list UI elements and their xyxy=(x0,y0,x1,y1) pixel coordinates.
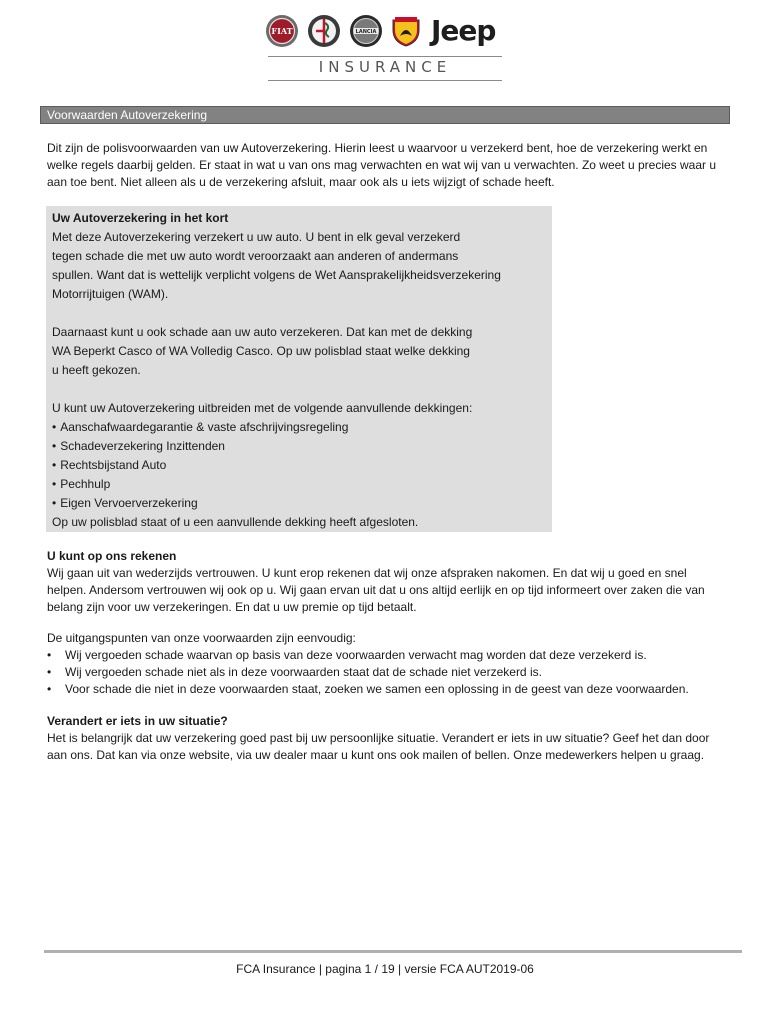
summary-line: Daarnaast kunt u ook schade aan uw auto verzekeren. Dat kan met de dekking xyxy=(52,325,473,339)
summary-closing: Op uw polisblad staat of u een aanvullende dekking heeft afgesloten. xyxy=(52,515,419,529)
intro-paragraph xyxy=(47,140,727,191)
summary-line: Motorrijtuigen (WAM). xyxy=(52,287,169,301)
summary-line: u heeft gekozen. xyxy=(52,363,141,377)
intro-text: Dit zijn de polisvoorwaarden van uw Autoverzekering. Hierin leest u waarvoor u verzekerd bent, hoe de verzekering werkt en welke regels daarbij gelden. Er staat in wat u van ons mag verwachten en wat wij van u verwachten. Zo weet u precies waar u aan toe bent. Niet alleen als u de verzekering afsluit, maar ook als u iets wijzigt of schade heeft. xyxy=(47,141,717,189)
list-item: • Pechhulp xyxy=(52,475,552,494)
list-item: • Voor schade die niet in deze voorwaarden staat, zoeken we samen een oplossing in de geest van deze voorwaarden. xyxy=(47,681,727,698)
list-item: • Rechtsbijstand Auto xyxy=(52,456,552,475)
rekenen-heading: U kunt op ons rekenen xyxy=(47,549,177,563)
header-rule-top xyxy=(268,56,502,57)
situatie-section xyxy=(47,713,727,764)
situatie-body: Het is belangrijk dat uw verzekering goed past bij uw persoonlijke situatie. Verandert er iets in uw situatie? Geef het dan door aan ons. Dat kan via onze website, via uw dealer maar u kunt ons ook mailen of bellen. Onze medewerkers helpen u graag. xyxy=(47,731,710,762)
summary-box xyxy=(46,206,552,532)
jeep-logo: Jeep xyxy=(431,14,496,47)
section-title-bar: Voorwaarden Autoverzekering xyxy=(40,106,730,124)
svg-text:FIAT: FIAT xyxy=(271,26,293,36)
list-item: • Schadeverzekering Inzittenden xyxy=(52,437,552,456)
summary-heading: Uw Autoverzekering in het kort xyxy=(52,211,229,225)
uitgangspunten-section xyxy=(47,630,727,698)
uitgangspunten-list xyxy=(47,647,727,698)
fiat-logo xyxy=(265,14,299,48)
summary-line: tegen schade die met uw auto wordt veroorzaakt aan anderen of andermans xyxy=(52,249,459,263)
page-footer: FCA Insurance | pagina 1 / 19 | versie FCA AUT2019-06 xyxy=(236,962,534,976)
list-item: • Wij vergoeden schade niet als in deze voorwaarden staat dat de schade niet verzekerd is. xyxy=(47,664,727,681)
summary-line: Met deze Autoverzekering verzekert u uw auto. U bent in elk geval verzekerd xyxy=(52,230,461,244)
svg-text:LANCIA: LANCIA xyxy=(355,29,377,35)
alfa-romeo-logo xyxy=(307,14,341,48)
situatie-heading: Verandert er iets in uw situatie? xyxy=(47,714,228,728)
rekenen-section xyxy=(47,548,727,616)
list-item: • Wij vergoeden schade waarvan op basis van deze voorwaarden verwacht mag worden dat deze verzekerd is. xyxy=(47,647,727,664)
extend-intro: U kunt uw Autoverzekering uitbreiden met de volgende aanvullende dekkingen: xyxy=(52,401,473,415)
uitgangspunten-intro: De uitgangspunten van onze voorwaarden zijn eenvoudig: xyxy=(47,631,356,645)
summary-line: WA Beperkt Casco of WA Volledig Casco. Op uw polisblad staat welke dekking xyxy=(52,344,470,358)
abarth-logo xyxy=(389,14,423,48)
rekenen-body: Wij gaan uit van wederzijds vertrouwen. U kunt erop rekenen dat wij onze afspraken nakomen. En dat wij u goed en snel helpen. Andersom vertrouwen wij ook op u. Wij gaan ervan uit dat u ons altijd eerlijk en op tijd informeert over zaken die van belang zijn voor uw verzekeringen. En dat u uw premie op tijd betaalt. xyxy=(47,566,705,614)
list-item: • Aanschafwaardegarantie & vaste afschrijvingsregeling xyxy=(52,418,552,437)
insurance-wordmark: INSURANCE xyxy=(318,58,452,76)
footer-rule xyxy=(44,950,742,953)
lancia-logo xyxy=(349,14,383,48)
brand-logos xyxy=(265,10,505,52)
coverage-options-list xyxy=(52,418,552,513)
summary-line: spullen. Want dat is wettelijk verplicht volgens de Wet Aansprakelijkheidsverzekering xyxy=(52,268,501,282)
list-item: • Eigen Vervoerverzekering xyxy=(52,494,552,513)
header-rule-bottom xyxy=(268,80,502,81)
